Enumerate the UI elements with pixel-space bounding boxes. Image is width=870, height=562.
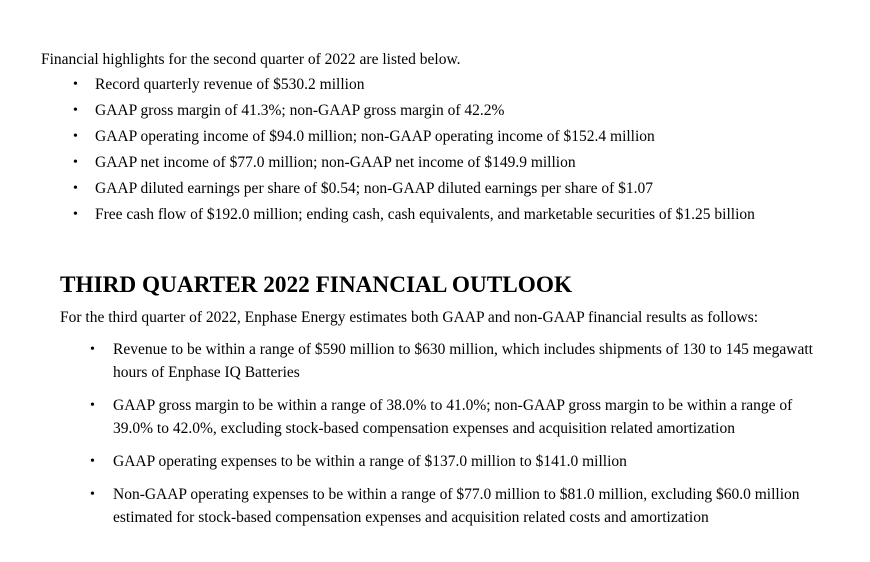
- bullet-icon: •: [73, 155, 78, 170]
- outlook-item: [88, 450, 824, 473]
- outlook-list: [88, 338, 824, 539]
- bullet-icon: •: [73, 207, 78, 222]
- highlight-text: GAAP net income of $77.0 million; non-GAAP net income of $149.9 million: [95, 154, 576, 171]
- q2-highlights-intro: Financial highlights for the second quarter of 2022 are listed below.: [41, 51, 461, 68]
- outlook-item: [88, 483, 824, 529]
- bullet-icon: •: [90, 487, 95, 502]
- highlight-text: GAAP diluted earnings per share of $0.54; non-GAAP diluted earnings per share of $1.07: [95, 180, 654, 197]
- highlight-text: Record quarterly revenue of $530.2 million: [95, 76, 365, 93]
- highlight-text: GAAP operating income of $94.0 million; non-GAAP operating income of $152.4 million: [95, 128, 655, 145]
- highlight-text: GAAP gross margin of 41.3%; non-GAAP gross margin of 42.2%: [95, 102, 505, 119]
- outlook-text: Revenue to be within a range of $590 million to $630 million, which includes shipments of 130 to 145 megawatt hours of Enphase IQ Batteries: [113, 341, 813, 381]
- outlook-heading: THIRD QUARTER 2022 FINANCIAL OUTLOOK: [60, 272, 573, 298]
- q2-highlights-list: [71, 72, 816, 228]
- highlight-item: [71, 124, 816, 150]
- outlook-text: GAAP gross margin to be within a range of 38.0% to 41.0%; non-GAAP gross margin to be within a range of 39.0% to 42.0%, excluding stock-based compensation expenses and acquisition related amortization: [113, 397, 793, 437]
- highlight-item: [71, 150, 816, 176]
- bullet-icon: •: [73, 129, 78, 144]
- bullet-icon: •: [90, 342, 95, 357]
- outlook-item: [88, 338, 824, 384]
- outlook-text: Non-GAAP operating expenses to be within a range of $77.0 million to $81.0 million, excluding $60.0 million estimated for stock-based compensation expenses and acquisition related costs and amortization: [113, 486, 800, 526]
- outlook-intro: For the third quarter of 2022, Enphase Energy estimates both GAAP and non-GAAP financial results as follows:: [60, 309, 759, 326]
- highlight-item: [71, 176, 816, 202]
- bullet-icon: •: [73, 77, 78, 92]
- highlight-text: Free cash flow of $192.0 million; ending cash, cash equivalents, and marketable securities of $1.25 billion: [95, 206, 755, 223]
- bullet-icon: •: [90, 398, 95, 413]
- highlight-item: [71, 202, 816, 228]
- bullet-icon: •: [73, 103, 78, 118]
- bullet-icon: •: [90, 454, 95, 469]
- bullet-icon: •: [73, 181, 78, 196]
- outlook-item: [88, 394, 824, 440]
- highlight-item: [71, 98, 816, 124]
- outlook-text: GAAP operating expenses to be within a range of $137.0 million to $141.0 million: [113, 453, 627, 470]
- highlight-item: [71, 72, 816, 98]
